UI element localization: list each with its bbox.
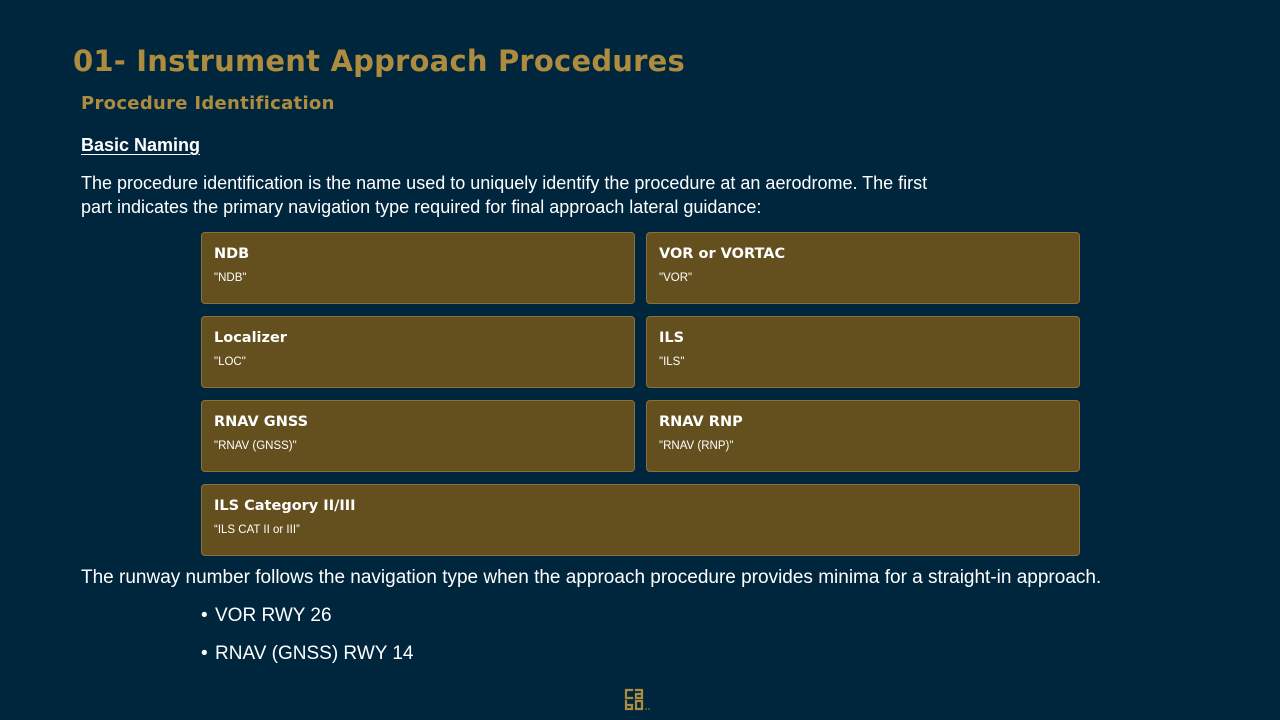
card-code: "ILS" — [659, 356, 685, 368]
card-localizer — [201, 316, 635, 388]
card-code: "NDB" — [214, 272, 247, 284]
bullet-icon: • — [201, 643, 208, 664]
card-code: "VOR" — [659, 272, 693, 284]
page-title: 01- Instrument Approach Procedures — [73, 44, 685, 78]
cabo-logo-icon — [623, 687, 657, 713]
card-vor — [646, 232, 1080, 304]
card-title: ILS Category II/III — [214, 498, 356, 514]
bullet-icon: • — [201, 605, 208, 626]
page-subtitle: Procedure Identification — [81, 93, 335, 114]
card-title: VOR or VORTAC — [659, 246, 786, 262]
list-item — [201, 642, 414, 680]
runway-paragraph: The runway number follows the navigation type when the approach procedure provides minima for a straight-in approach. — [81, 567, 1102, 588]
card-title: ILS — [659, 330, 685, 346]
list-item — [201, 604, 414, 642]
navigation-type-grid — [201, 232, 1080, 556]
card-code: “ILS CAT II or III” — [214, 524, 300, 536]
card-code: "RNAV (RNP)" — [659, 440, 734, 452]
card-rnav-rnp — [646, 400, 1080, 472]
intro-paragraph: The procedure identification is the name used to uniquely identify the procedure at an aerodrome. The first part indicates the primary navigation type required for final approach lateral guidance: — [81, 173, 928, 217]
card-ils — [646, 316, 1080, 388]
example-text: VOR RWY 26 — [215, 605, 332, 626]
card-ils-cat-ii-iii — [201, 484, 1080, 556]
example-text: RNAV (GNSS) RWY 14 — [215, 643, 414, 664]
card-title: RNAV GNSS — [214, 414, 309, 430]
card-title: NDB — [214, 246, 250, 262]
card-title: Localizer — [214, 330, 287, 346]
card-rnav-gnss — [201, 400, 635, 472]
card-code: "RNAV (GNSS)" — [214, 440, 297, 452]
card-ndb — [201, 232, 635, 304]
example-list — [201, 604, 414, 680]
section-heading: Basic Naming — [81, 135, 201, 155]
card-title: RNAV RNP — [659, 414, 743, 430]
card-code: "LOC" — [214, 356, 246, 368]
